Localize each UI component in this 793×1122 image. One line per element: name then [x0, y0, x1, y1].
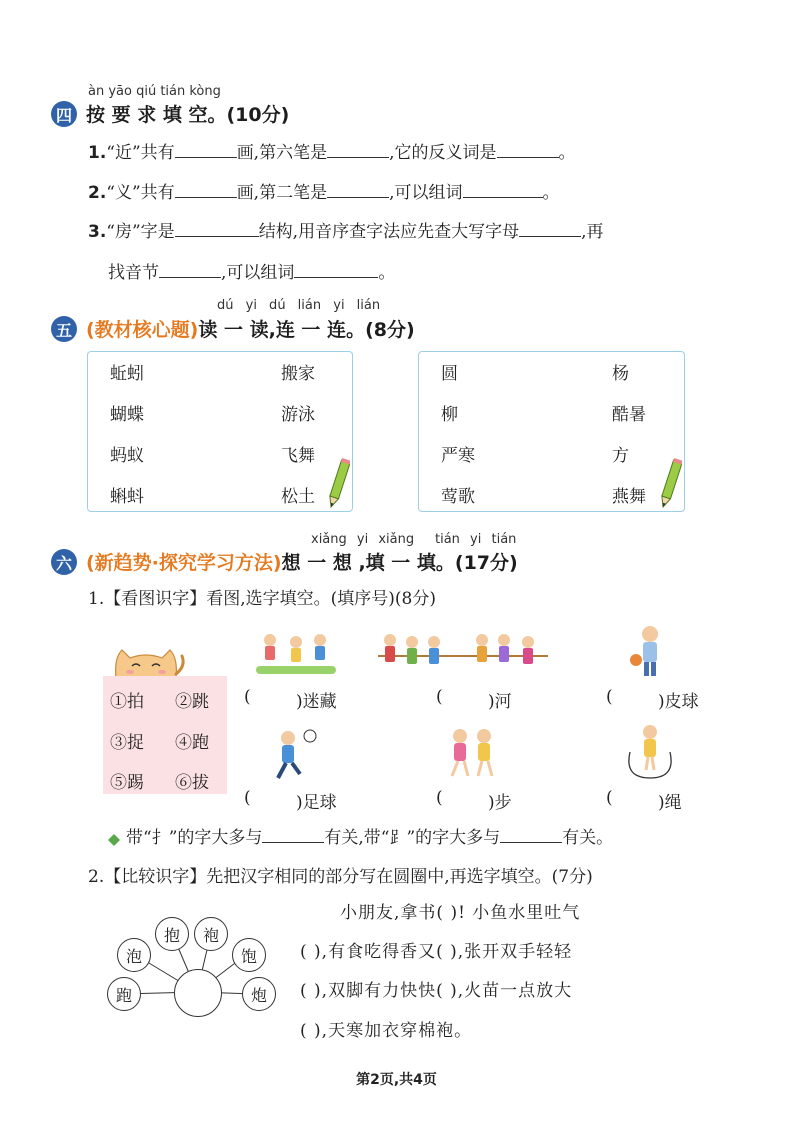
match-word[interactable]: 蝌蚪 [110, 487, 144, 507]
diamond-bullet-icon [108, 831, 120, 843]
section4-title [86, 100, 289, 127]
fill-label: )足球 [296, 793, 337, 813]
answer-blank[interactable] [519, 220, 581, 237]
q-text: 有关,带“⻊”的字大多与 [324, 828, 501, 848]
section4-title-text: 按 要 求 填 空 [86, 104, 208, 126]
char-circle: 饱 [232, 938, 266, 972]
match-word[interactable]: 严寒 [441, 446, 475, 466]
match-word[interactable]: 游泳 [281, 405, 315, 425]
answer-blank[interactable] [262, 826, 324, 843]
option-item: ②跳 [175, 692, 209, 712]
q-text: 。 [378, 263, 396, 283]
match-word[interactable]: 松土 [281, 487, 315, 507]
section6-note [126, 826, 613, 849]
section6-q2-title: 2.【比较识字】先把汉字相同的部分写在圆圈中,再选字填空。(7分) [88, 867, 593, 887]
answer-blank[interactable] [175, 220, 259, 237]
running-illustration [446, 726, 498, 780]
section4-q3-continued [108, 261, 395, 284]
q-number: 1. [88, 143, 107, 163]
q-text: 找音节 [108, 263, 159, 283]
q-text: 。 [558, 143, 576, 163]
section5-number-badge: 五 [51, 316, 77, 342]
match-word[interactable]: 莺歌 [441, 487, 475, 507]
match-word[interactable]: 柳 [441, 405, 458, 425]
q-text: ,可以组词 [221, 263, 295, 283]
section6-pinyin-b: tián yi tián [435, 532, 517, 547]
section5-pinyin: dú yi dú lián yi lián [217, 298, 381, 313]
q-text: ,再 [581, 222, 604, 242]
answer-blank[interactable] [175, 141, 237, 158]
match-word[interactable]: 飞舞 [281, 446, 315, 466]
q-text: 画,第二笔是 [236, 183, 328, 203]
match-word[interactable]: 酷暑 [612, 405, 646, 425]
answer-blank[interactable] [294, 261, 378, 278]
fill-paren-open[interactable]: ( [244, 687, 251, 707]
q-text: 画,第六笔是 [236, 143, 328, 163]
q-text: “近”共有 [106, 143, 175, 163]
section6-pinyin-a: xiǎng yi xiǎng [311, 532, 415, 547]
fill-paren-open[interactable]: ( [244, 788, 251, 808]
pencil-icon [326, 456, 350, 512]
q2-line: 小朋友,拿书( )! 小鱼水里吐气 [340, 903, 581, 923]
match-word[interactable]: 方 [612, 446, 629, 466]
section4-pinyin: àn yāo qiú tián kòng [88, 84, 221, 99]
match-word[interactable]: 圆 [441, 364, 458, 384]
section4-q3 [88, 220, 604, 243]
q-number: 2. [88, 183, 107, 203]
q-number: 3. [88, 222, 107, 242]
fill-paren-open[interactable]: ( [606, 788, 613, 808]
q2-line: ( ),有食吃得香又( ),张开双手轻轻 [300, 942, 573, 962]
char-circle: 抱 [155, 917, 189, 951]
option-item: ③捉 [110, 733, 144, 753]
section5-tag: (教材核心题) [86, 319, 199, 341]
q-text: 。 [542, 183, 560, 203]
answer-blank[interactable] [327, 141, 389, 158]
answer-blank[interactable] [500, 826, 562, 843]
char-circle: 炮 [242, 977, 276, 1011]
match-word[interactable]: 燕舞 [612, 487, 646, 507]
section5-title-text: 读 一 读,连 一 连 [198, 319, 347, 341]
page-footer: 第2页,共4页 [356, 1072, 437, 1088]
option-item: ⑤踢 [110, 773, 144, 793]
section6-q1-title: 1.【看图识字】看图,选字填空。(填序号)(8分) [88, 589, 436, 609]
jump-rope-illustration [620, 722, 680, 782]
q-text: “义”共有 [106, 183, 175, 203]
option-item: ⑥拔 [175, 773, 209, 793]
match-word[interactable]: 杨 [612, 364, 629, 384]
fill-paren-open[interactable]: ( [436, 788, 443, 808]
section6-score: 。(17分) [435, 552, 518, 574]
q2-line: ( ),天寒加衣穿棉袍。 [300, 1021, 473, 1041]
section5-score: 。(8分) [346, 319, 415, 341]
match-word[interactable]: 蚯蚓 [110, 364, 144, 384]
common-part-circle[interactable] [174, 969, 222, 1017]
section6-tag: (新趋势·探究学习方法) [86, 552, 282, 574]
option-item: ①拍 [110, 692, 144, 712]
q-text: “房”字是 [106, 222, 175, 242]
section4-number-badge: 四 [51, 101, 77, 127]
section6-number-badge: 六 [51, 549, 77, 575]
char-circle: 泡 [117, 938, 151, 972]
section4-q2 [88, 181, 560, 204]
section5-title [86, 315, 415, 342]
fill-label: )绳 [658, 793, 682, 813]
match-word[interactable]: 蝴蝶 [110, 405, 144, 425]
section6-title [86, 548, 518, 575]
fill-label: )皮球 [658, 692, 699, 712]
section4-score: 。(10分) [207, 104, 290, 126]
cat-icon [108, 644, 188, 680]
fill-label: )步 [488, 793, 512, 813]
match-word[interactable]: 蚂蚁 [110, 446, 144, 466]
answer-blank[interactable] [327, 181, 389, 198]
bouncing-ball-illustration [626, 624, 670, 678]
answer-blank[interactable] [175, 181, 237, 198]
char-circle: 跑 [107, 977, 141, 1011]
pencil-icon [658, 456, 682, 512]
answer-blank[interactable] [159, 261, 221, 278]
kick-football-illustration [270, 728, 320, 780]
fill-label: )迷藏 [296, 692, 337, 712]
match-word[interactable]: 搬家 [281, 364, 315, 384]
answer-blank[interactable] [497, 141, 559, 158]
q-text: 有关。 [562, 828, 614, 848]
hide-and-seek-illustration [256, 630, 336, 676]
option-item: ④跑 [175, 733, 209, 753]
fill-paren-open[interactable]: ( [436, 687, 443, 707]
q2-line: ( ),双脚有力快快( ),火苗一点放大 [300, 981, 573, 1001]
section4-q1 [88, 141, 576, 164]
section6-title-text: 想 一 想 ,填 一 填 [281, 552, 436, 574]
fill-label: )河 [488, 692, 512, 712]
q-text: 结构,用音序查字法应先查大写字母 [258, 222, 520, 242]
fill-paren-open[interactable]: ( [606, 687, 613, 707]
q-text: 带“扌”的字大多与 [126, 828, 263, 848]
char-circle: 袍 [194, 917, 228, 951]
tug-of-war-illustration [378, 628, 548, 678]
q-text: ,它的反义词是 [389, 143, 497, 163]
q-text: ,可以组词 [389, 183, 463, 203]
answer-blank[interactable] [463, 181, 543, 198]
